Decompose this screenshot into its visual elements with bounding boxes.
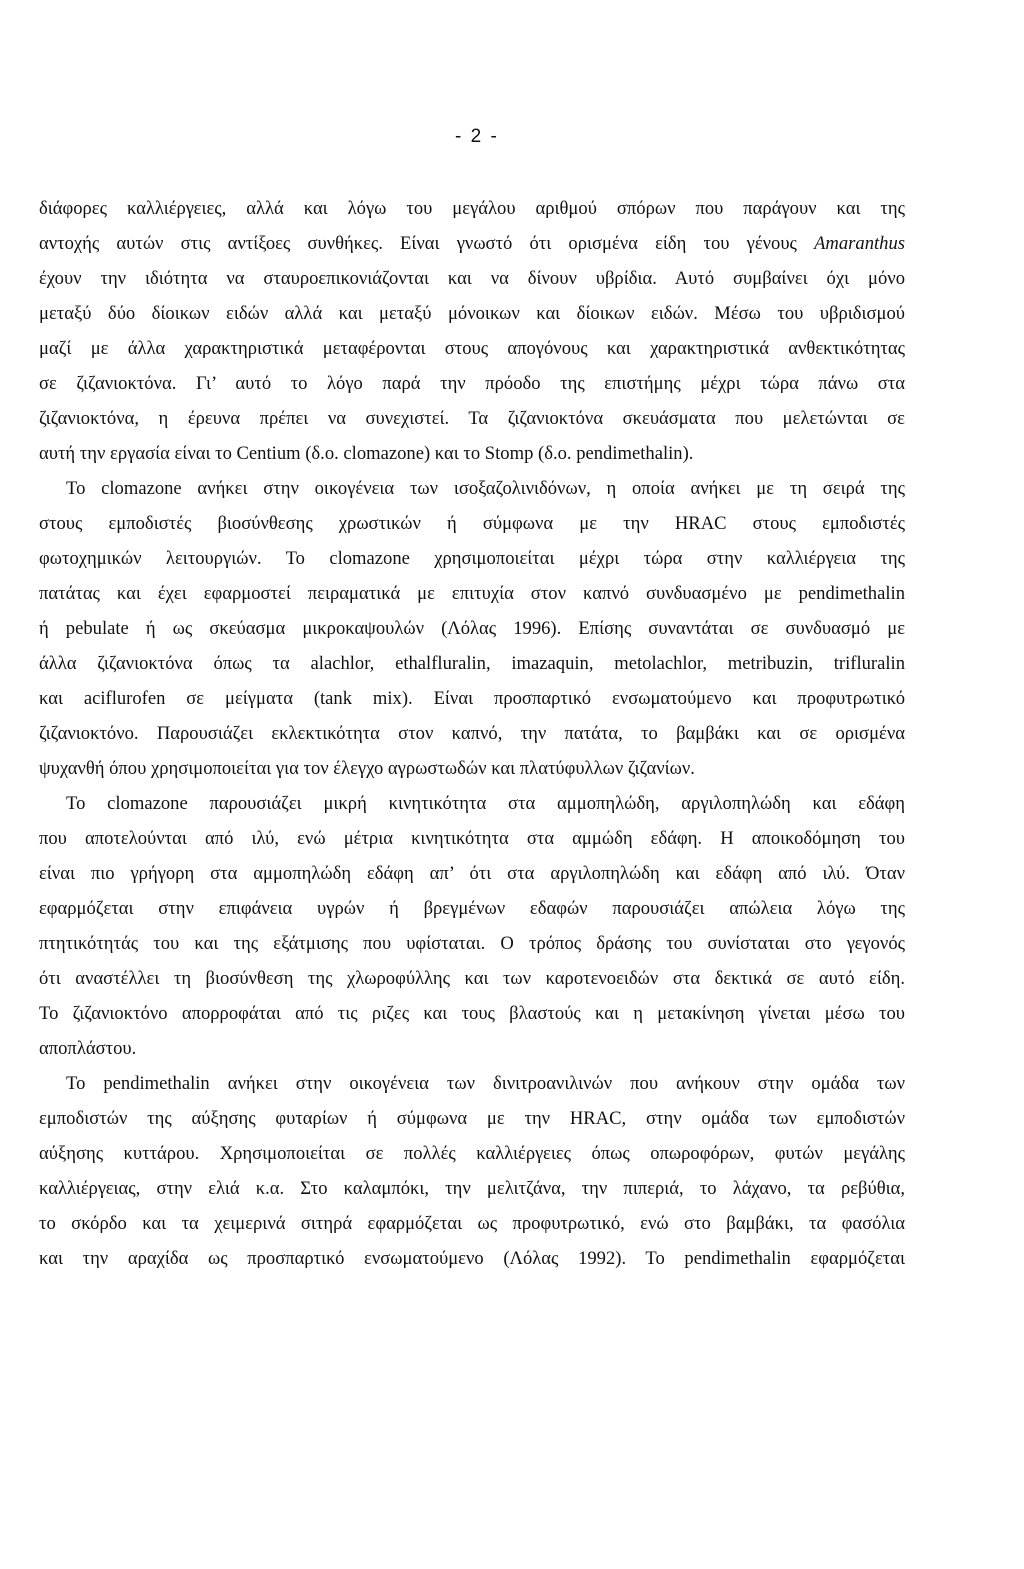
text-line: Το clomazone ανήκει στην οικογένεια των ισοξαζολινιδόνων, η οποία ανήκει με τη σειρά της xyxy=(66,478,905,499)
text-line: εμποδιστών της αύξησης φυταρίων ή σύμφωνα με την HRAC, στην ομάδα των εμποδιστών xyxy=(39,1108,905,1129)
text-line: στους εμποδιστές βιοσύνθεσης χρωστικών ή σύμφωνα με την HRAC στους εμποδιστές xyxy=(39,513,905,534)
text-line: είναι πιο γρήγορη στα αμμοπηλώδη εδάφη απ’ ότι στα αργιλοπηλώδη και εδάφη από ιλύ. Όταν xyxy=(39,863,905,884)
text-line: Το ζιζανιοκτόνο απορροφάται από τις ριζες και τους βλαστούς και η μετακίνηση γίνεται μέσω του xyxy=(39,1003,905,1024)
text-line: Το clomazone παρουσιάζει μικρή κινητικότητα στα αμμοπηλώδη, αργιλοπηλώδη και εδάφη xyxy=(66,793,905,814)
text-line: ότι αναστέλλει τη βιοσύνθεση της χλωροφύλλης και των καροτενοειδών στα δεκτικά σε αυτό είδη. xyxy=(39,968,905,989)
text-line: ή pebulate ή ως σκεύασμα μικροκαψουλών (Λόλας 1996). Επίσης συναντάται σε συνδυασμό με xyxy=(39,618,905,639)
text-line: διάφορες καλλιέργειες, αλλά και λόγω του μεγάλου αριθμού σπόρων που παράγουν και της xyxy=(39,198,905,219)
text-line: αποπλάστου. xyxy=(39,1038,137,1059)
text-line: και aciflurofen σε μείγματα (tank mix). Είναι προσπαρτικό ενσωματούμενο και προφυτρωτικό xyxy=(39,688,905,709)
text-line: αντοχής αυτών στις αντίξοες συνθήκες. Είναι γνωστό ότι ορισμένα είδη του γένους Amaranthus xyxy=(39,233,905,254)
text-line: Το pendimethalin ανήκει στην οικογένεια των δινιτροανιλινών που ανήκουν στην ομάδα των xyxy=(66,1073,905,1094)
text-line: άλλα ζιζανιοκτόνα όπως τα alachlor, ethalfluralin, imazaquin, metolachlor, metribuzin, trifluralin xyxy=(39,653,905,674)
text-line: ψυχανθή όπου χρησιμοποιείται για τον έλεγχο αγρωστωδών και πλατύφυλλων ζιζανίων. xyxy=(39,758,695,779)
document-body xyxy=(39,191,905,1276)
text-line: και την αραχίδα ως προσπαρτικό ενσωματούμενο (Λόλας 1992). Το pendimethalin εφαρμόζεται xyxy=(39,1248,905,1269)
text-line: αύξησης κυττάρου. Χρησιμοποιείται σε πολλές καλλιέργειες όπως οπωροφόρων, φυτών μεγάλης xyxy=(39,1143,905,1164)
genus-name: Amaranthus xyxy=(814,233,905,254)
text-line: εφαρμόζεται στην επιφάνεια υγρών ή βρεγμένων εδαφών παρουσιάζει απώλεια λόγω της xyxy=(39,898,905,919)
paragraph xyxy=(39,471,905,786)
text-line: έχουν την ιδιότητα να σταυροεπικονιάζονται και να δίνουν υβρίδια. Αυτό συμβαίνει όχι μόνο xyxy=(39,268,905,289)
text-line: αυτή την εργασία είναι το Centium (δ.ο. clomazone) και το Stomp (δ.ο. pendimethalin). xyxy=(39,443,694,464)
text-line: που αποτελούνται από ιλύ, ενώ μέτρια κινητικότητα στα αμμώδη εδάφη. Η αποικοδόμηση του xyxy=(39,828,905,849)
paragraph xyxy=(39,1066,905,1276)
text-line: πτητικότητάς του και της εξάτμισης που υφίσταται. Ο τρόπος δράσης του συνίσταται στο γεγονός xyxy=(39,933,905,954)
text-line: καλλιέργειας, στην ελιά κ.α. Στο καλαμπόκι, την μελιτζάνα, την πιπεριά, το λάχανο, τα ρεβύθια, xyxy=(39,1178,905,1199)
text-line: πατάτας και έχει εφαρμοστεί πειραματικά με επιτυχία στον καπνό συνδυασμένο με pendimethalin xyxy=(39,583,905,604)
text-line: φωτοχημικών λειτουργιών. Το clomazone χρησιμοποιείται μέχρι τώρα στην καλλιέργεια της xyxy=(39,548,905,569)
text-line: το σκόρδο και τα χειμερινά σιτηρά εφαρμόζεται ως προφυτρωτικό, ενώ στο βαμβάκι, τα φασόλια xyxy=(39,1213,905,1234)
text-line: μεταξύ δύο δίοικων ειδών αλλά και μεταξύ μόνοικων και δίοικων ειδών. Μέσω του υβριδισμού xyxy=(39,303,905,324)
text-line: σε ζιζανιοκτόνα. Γι’ αυτό το λόγο παρά την πρόοδο της επιστήμης μέχρι τώρα πάνω στα xyxy=(39,373,905,394)
text-line: ζιζανιοκτόνο. Παρουσιάζει εκλεκτικότητα στον καπνό, την πατάτα, το βαμβάκι και σε ορισμένα xyxy=(39,723,905,744)
text-line: μαζί με άλλα χαρακτηριστικά μεταφέρονται στους απογόνους και χαρακτηριστικά ανθεκτικότητας xyxy=(39,338,905,359)
page-number: - 2 - xyxy=(455,126,499,147)
paragraph xyxy=(39,191,905,471)
paragraph xyxy=(39,786,905,1066)
text-line: ζιζανιοκτόνα, η έρευνα πρέπει να συνεχιστεί. Τα ζιζανιοκτόνα σκευάσματα που μελετώνται σε xyxy=(39,408,905,429)
